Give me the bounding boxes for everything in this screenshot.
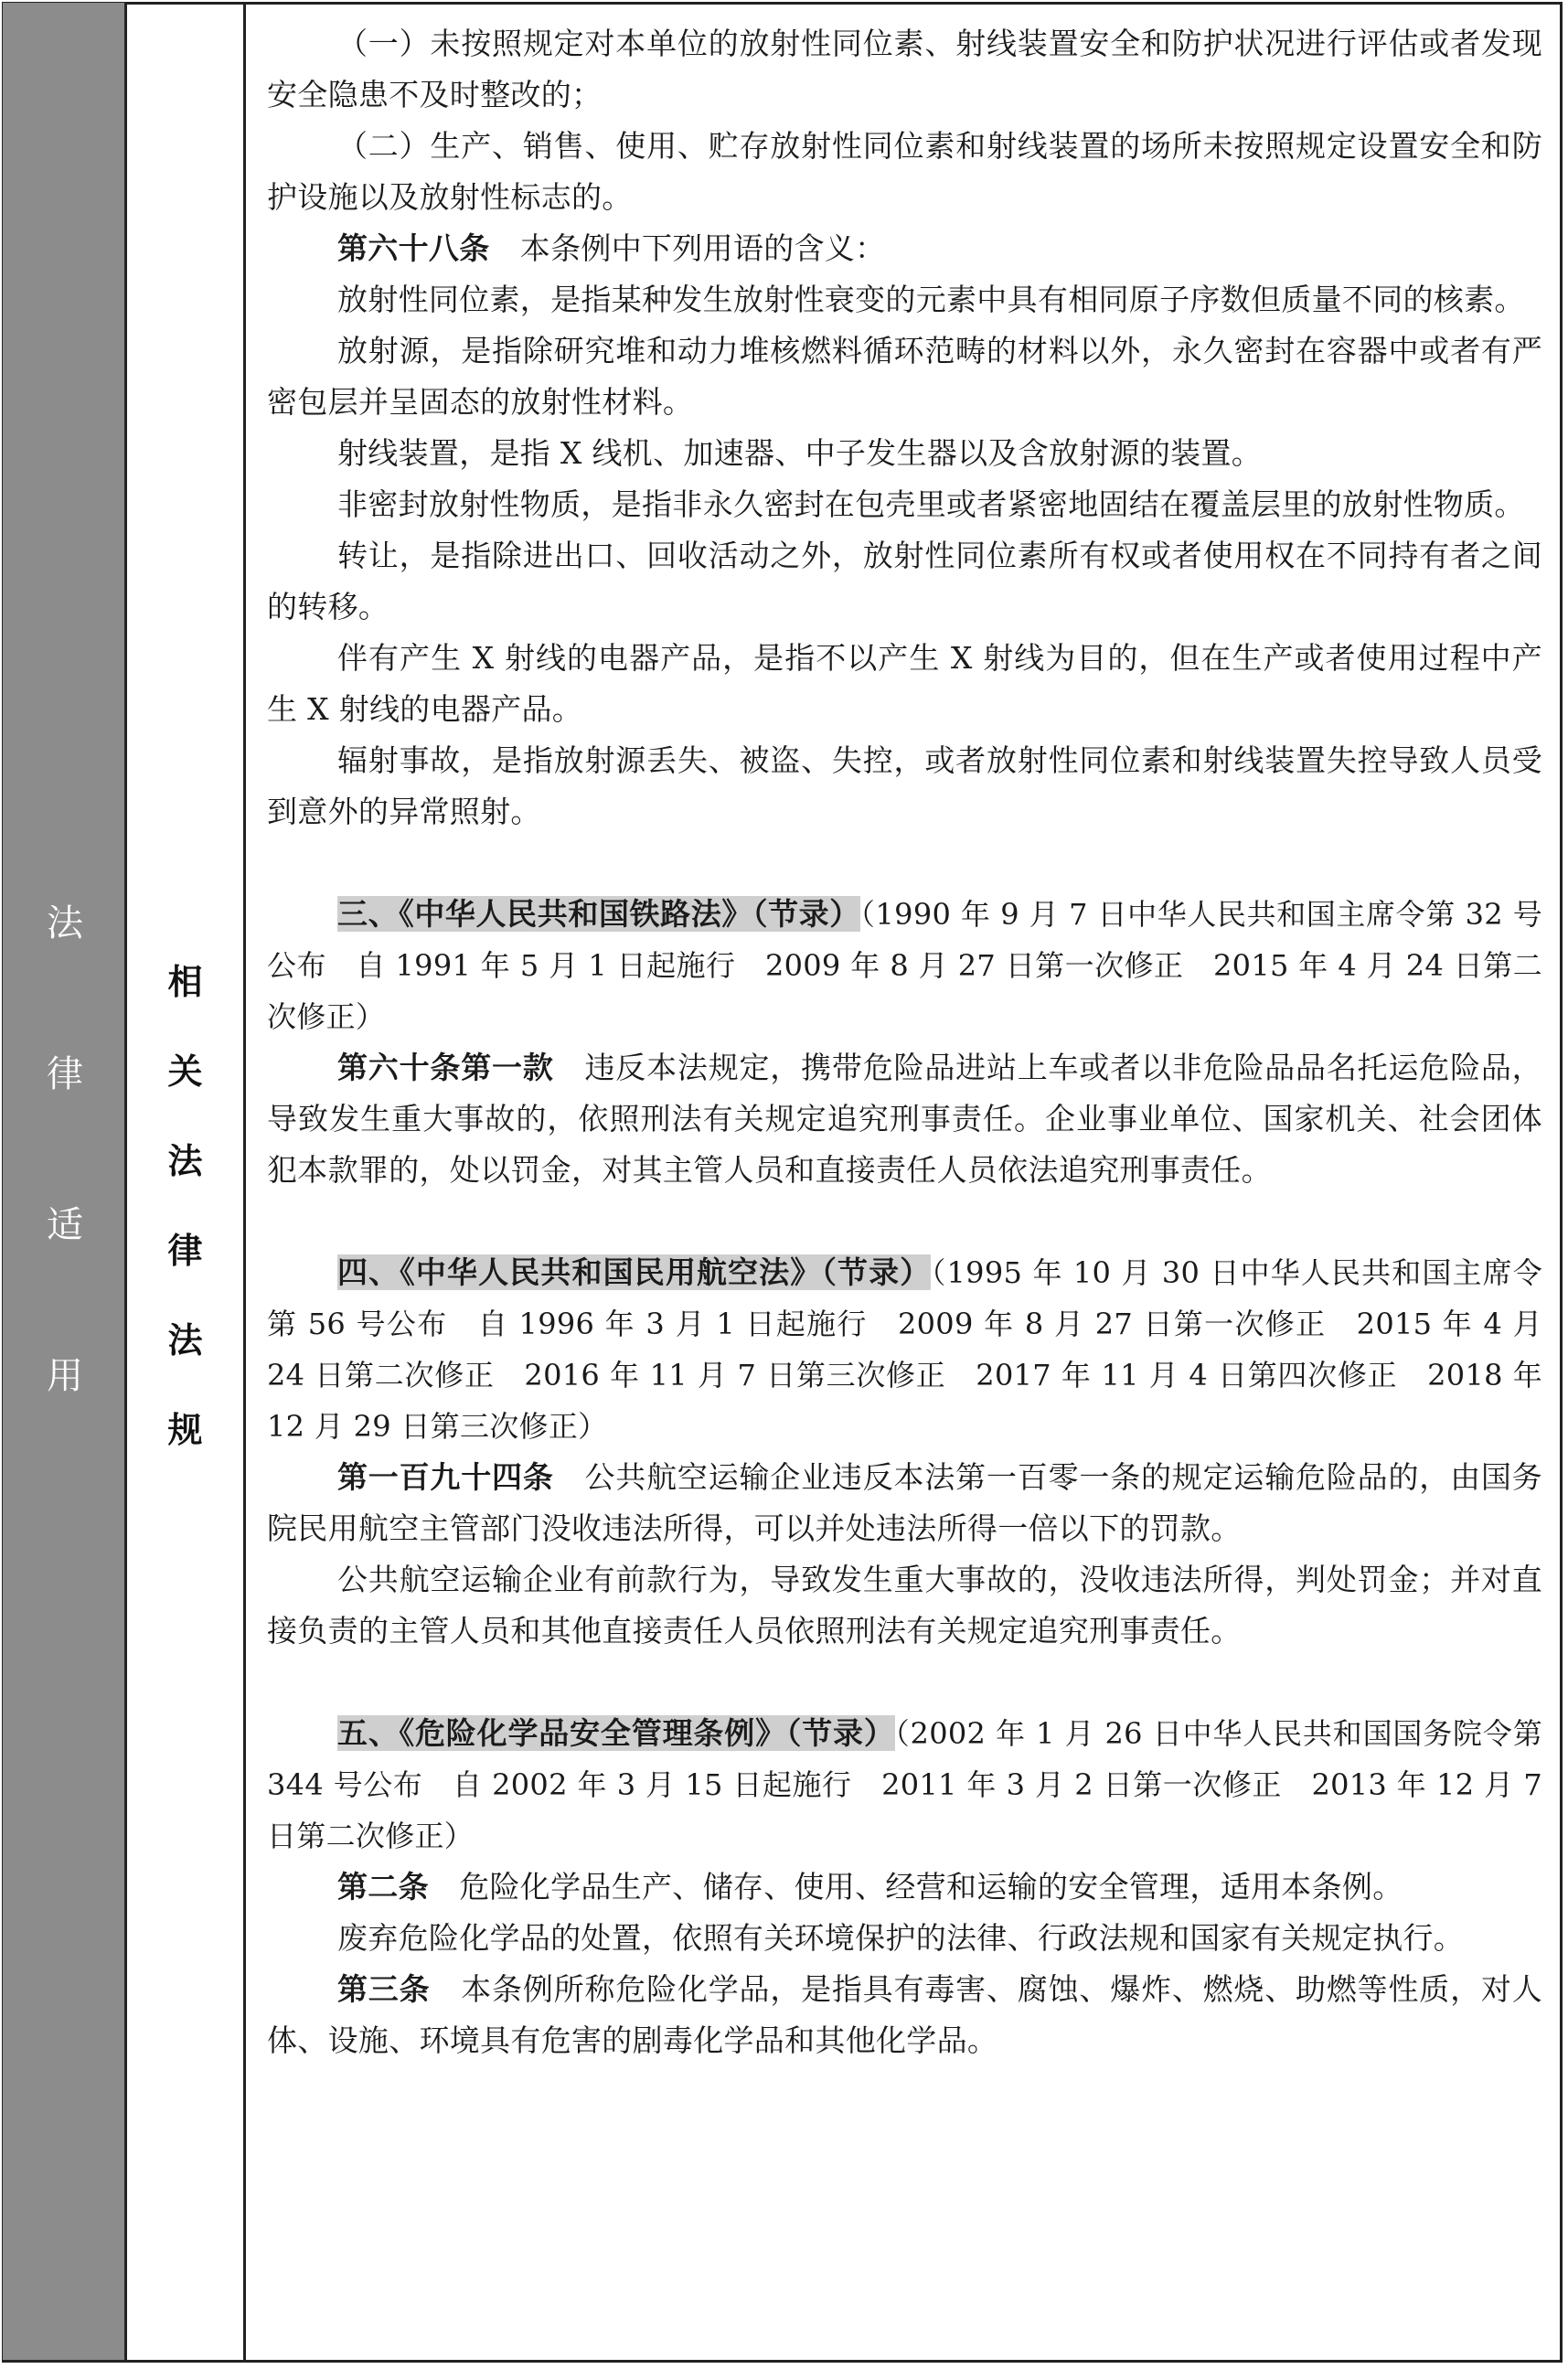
- content-area: [267, 18, 1542, 2066]
- subcategory-column: [127, 3, 246, 2360]
- article: [267, 223, 1542, 274]
- section-title: 五、《危险化学品安全管理条例》（节录）: [337, 1715, 895, 1751]
- article-text: 危险化学品生产、储存、使用、经营和运输的安全管理，适用本条例。: [428, 1869, 1403, 1905]
- category-char: 法: [47, 902, 83, 944]
- article-text: 本条例中下列用语的含义：: [489, 230, 886, 266]
- article: [267, 1964, 1542, 2066]
- article-label: 第二条: [337, 1869, 429, 1905]
- definition: 转让，是指除进出口、回收活动之外，放射性同位素所有权或者使用权在不同持有者之间的转移。: [267, 538, 1542, 624]
- article: [267, 1042, 1542, 1196]
- section-source: （1995 年 10 月 30 日中华人民共和国主席令第 56 号公布 自 1996 年 3 月 1 日起施行 2009 年 8 月 27 日第一次修正 2015 年 4 月 24 日第二次修正 2016 年 11 月 7 日第三次修正 2017 年 11 月 4 日第四次修正 2018 年 12 月 29 日第三次修正）: [267, 1255, 1542, 1444]
- paragraph: （一）未按照规定对本单位的放射性同位素、射线装置安全和防护状况进行评估或者发现安全隐患不及时整改的；: [267, 26, 1542, 112]
- section-heading: [267, 889, 1542, 1042]
- paragraph: 公共航空运输企业有前款行为，导致发生重大事故的，没收违法所得，判处罚金；并对直接负责的主管人员和其他直接责任人员依照刑法有关规定追究刑事责任。: [267, 1562, 1542, 1649]
- subcategory-char: 规: [167, 1410, 203, 1450]
- definition: 放射性同位素，是指某种发生放射性衰变的元素中具有相同原子序数但质量不同的核素。: [337, 282, 1525, 317]
- article-text: 违反本法规定，携带危险品进站上车或者以非危险品品名托运危险品，导致发生重大事故的，依照刑法有关规定追究刑事责任。企业事业单位、国家机关、社会团体犯本款罪的，处以罚金，对其主管人员和直接责任人员依法追究刑事责任。: [267, 1050, 1542, 1188]
- subcategory-char: 相: [167, 962, 203, 1002]
- paragraph: （二）生产、销售、使用、贮存放射性同位素和射线装置的场所未按照规定设置安全和防护设施以及放射性标志的。: [267, 128, 1542, 215]
- category-char: 适: [47, 1204, 83, 1246]
- section-heading: [267, 1247, 1542, 1452]
- section-spacer: [267, 1657, 1542, 1708]
- section-source: （2002 年 1 月 26 日中华人民共和国国务院令第 344 号公布 自 2002 年 3 月 15 日起施行 2011 年 3 月 2 日第一次修正 2013 年 12 月 7 日第二次修正）: [267, 1716, 1542, 1853]
- definition: 非密封放射性物质，是指非永久密封在包壳里或者紧密地固结在覆盖层里的放射性物质。: [337, 486, 1525, 522]
- paragraph: 废弃危险化学品的处置，依照有关环境保护的法律、行政法规和国家有关规定执行。: [337, 1920, 1465, 1956]
- category-char: 律: [47, 1053, 83, 1095]
- definition: 放射源，是指除研究堆和动力堆核燃料循环范畴的材料以外，永久密封在容器中或者有严密包层并呈固态的放射性材料。: [267, 333, 1542, 420]
- subcategory-char: 关: [167, 1051, 203, 1092]
- article-text: 本条例所称危险化学品，是指具有毒害、腐蚀、爆炸、燃烧、助燃等性质，对人体、设施、环境具有危害的剧毒化学品和其他化学品。: [267, 1971, 1542, 2058]
- article: [267, 1452, 1542, 1554]
- definition: 射线装置，是指 X 线机、加速器、中子发生器以及含放射源的装置。: [337, 435, 1263, 471]
- subcategory-char: 法: [167, 1141, 203, 1181]
- category-column: [3, 3, 127, 2360]
- section-spacer: [267, 1196, 1542, 1247]
- section-title: 三、《中华人民共和国铁路法》（节录）: [337, 896, 860, 932]
- category-char: 用: [47, 1355, 83, 1397]
- subcategory-char: 律: [167, 1231, 203, 1271]
- article-label: 第六十条第一款: [337, 1050, 554, 1085]
- article-label: 第三条: [337, 1971, 431, 2007]
- definition: 伴有产生 X 射线的电器产品，是指不以产生 X 射线为目的，但在生产或者使用过程中产生 X 射线的电器产品。: [267, 640, 1542, 727]
- definition: 辐射事故，是指放射源丢失、被盗、失控，或者放射性同位素和射线装置失控导致人员受到意外的异常照射。: [267, 742, 1542, 829]
- article-text: 公共航空运输企业违反本法第一百零一条的规定运输危险品的，由国务院民用航空主管部门没收违法所得，可以并处违法所得一倍以下的罚款。: [267, 1459, 1542, 1546]
- section-title: 四、《中华人民共和国民用航空法》（节录）: [337, 1254, 932, 1290]
- section-source: （1990 年 9 月 7 日中华人民共和国主席令第 32 号公布 自 1991 年 5 月 1 日起施行 2009 年 8 月 27 日第一次修正 2015 年 4 月 24 日第二次修正）: [267, 897, 1542, 1034]
- section-heading: [267, 1708, 1542, 1862]
- article: [267, 1862, 1542, 1913]
- article-label: 第六十八条: [337, 230, 490, 266]
- article-label: 第一百九十四条: [337, 1459, 554, 1495]
- subcategory-char: 法: [167, 1320, 203, 1361]
- section-spacer: [267, 838, 1542, 889]
